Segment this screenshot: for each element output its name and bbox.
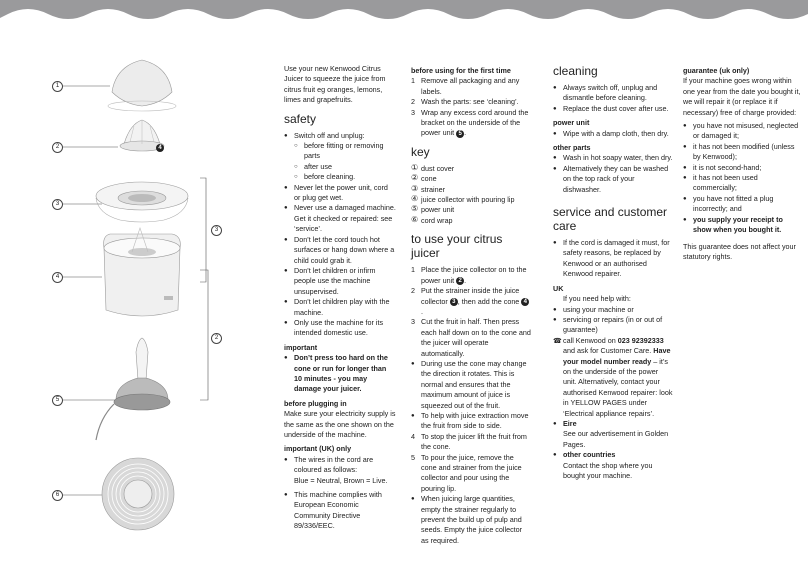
uk-item: ● using your machine or	[553, 305, 673, 315]
use-bullet: ● When juicing large quantities, empty the strainer regularly to prevent the build up of pulp and seeds. Empty the juice collector as required.	[411, 494, 531, 546]
callout-6: 6	[52, 490, 63, 501]
safety-item: ● Don’t let children play with the machine.	[284, 297, 396, 318]
key-item: ① dust cover	[411, 162, 455, 173]
guarantee-item: ● you have not misused, neglected or damaged it;	[683, 121, 801, 142]
callout-4: 4	[52, 272, 63, 283]
safety-subitem: ○ before cleaning.	[284, 172, 396, 182]
safety-item: ● Don’t let the cord touch hot surfaces or hang down where a child could grab it.	[284, 235, 396, 266]
part-2-icon: 2	[456, 277, 464, 285]
first-step: 2 Wash the parts: see ‘cleaning’.	[411, 97, 519, 107]
dust-cover-drawing	[108, 60, 176, 111]
safety-subitem: ○ before fitting or removing parts	[284, 141, 396, 162]
uk-heading: UK	[553, 283, 564, 293]
use-step: 1 Place the juice collector on to the power unit 2 .	[411, 265, 527, 285]
badge-4-icon: 4	[156, 144, 164, 152]
juice-collector-drawing	[104, 228, 181, 316]
cleaning-heading: cleaning	[553, 64, 598, 78]
guarantee-item: ● you have not fitted a plug incorrectly; and	[683, 194, 801, 215]
cord-wrap-drawing	[102, 458, 174, 530]
guarantee-item: ● it has not been modified (unless by Kenwood);	[683, 142, 801, 163]
guarantee-item: ● it has not been used commercially;	[683, 173, 801, 194]
part-5-icon: 5	[456, 130, 464, 138]
first-step: 1 Remove all packaging and any labels.	[411, 76, 520, 96]
safety-item: ● Switch off and unplug:	[284, 131, 396, 141]
callout-1: 1	[52, 81, 63, 92]
use-step: 5 To pour the juice, remove the cone and strainer from the juice collector and pour using the pouring lip.	[411, 452, 522, 493]
safety-heading: safety	[284, 111, 317, 126]
column-safety	[284, 64, 396, 535]
other-parts-item: ● Alternatively they can be washed on the top rack of your dishwasher.	[553, 164, 673, 195]
safety-item: ● Only use the machine for its intended domestic use.	[284, 318, 396, 339]
use-bullet: ● During use the cone may change the direction it rotates. This is normal and ensures that the maximum amount of juice is squeezed out of the fruit.	[411, 359, 531, 411]
power-unit-item: ● Wipe with a damp cloth, then dry.	[553, 129, 673, 139]
first-use-heading: before using for the first time	[411, 66, 511, 75]
callout-2: 2	[52, 142, 63, 153]
safety-subitem: ○ after use	[284, 162, 396, 172]
cleaning-item: ● Always switch off, unplug and dismantle before cleaning.	[553, 83, 673, 104]
other-parts-item: ● Wash in hot soapy water, then dry.	[553, 153, 673, 163]
call-item: ☎ call Kenwood on 023 92392333 and ask for Customer Care. Have your model number ready – it’s on the underside of the power unit. Alternatively, contact your authorised Kenwood repairer: look in YELLOW PAGES under ‘Electrical appliance repairs’.	[553, 335, 673, 418]
wires-item	[284, 455, 396, 486]
part-4-icon: 4	[521, 298, 529, 306]
bracket-callout-3: 3	[211, 225, 222, 236]
important-warning: ● Don’t press too hard on the cone or run for longer than 10 minutes - you may damage your juicer.	[284, 353, 396, 395]
column-cleaning-service	[553, 64, 673, 481]
first-step: 3 Wrap any excess cord around the bracket on the underside of the power unit 5 .	[411, 107, 529, 138]
use-step: 4 To stop the juicer lift the fruit from the cone.	[411, 431, 527, 452]
guarantee-receipt: ● you supply your receipt to show when you bought it.	[683, 215, 801, 236]
callout-3: 3	[52, 199, 63, 210]
plugging-text: Make sure your electricity supply is the same as the one shown on the underside of the machine.	[284, 409, 396, 439]
service-heading: service and customer care	[553, 205, 668, 234]
safety-item: ● Never let the power unit, cord or plug get wet.	[284, 183, 396, 204]
uk-item: ● servicing or repairs (in or out of guarantee)	[553, 315, 673, 336]
key-item: ③ strainer	[411, 183, 445, 194]
juicer-exploded-illustration	[0, 0, 280, 571]
plugging-heading: before plugging in	[284, 398, 347, 408]
service-item: ● If the cord is damaged it must, for safety reasons, be replaced by Kenwood or an authorised Kenwood repairer.	[553, 238, 673, 280]
important-heading: important	[284, 342, 318, 352]
statutory-rights: This guarantee does not affect your statutory rights.	[683, 241, 796, 261]
key-heading: key	[411, 144, 430, 159]
guarantee-heading: guarantee (uk only)	[683, 66, 750, 75]
key-item: ⑤ power unit	[411, 204, 455, 215]
safety-item: ● Don’t let children or infirm people use the machine unsupervised.	[284, 266, 396, 297]
phone-icon: ☎	[553, 335, 562, 345]
other-countries-item: ● other countries Contact the shop where you bought your machine.	[553, 450, 673, 481]
guarantee-text: If your machine goes wrong within one year from the date you bought it, we will repair it (or replace it if necessary) free of charge provided:	[683, 76, 801, 117]
safety-item: ● Never use a damaged machine. Get it checked or repaired: see ‘service’.	[284, 203, 396, 234]
column-usage	[411, 64, 531, 549]
use-step: 3 Cut the fruit in half. Then press each half down on to the cone and the juicer will operate automatically.	[411, 317, 531, 358]
column-guarantee	[683, 64, 801, 265]
guarantee-item: ● it is not second-hand;	[683, 163, 801, 173]
key-item: ② cone	[411, 173, 437, 184]
wires-text: The wires in the cord are coloured as follows:	[294, 454, 374, 475]
uk-help: If you need help with:	[563, 294, 631, 304]
part-3-icon: 3	[450, 298, 458, 306]
eire-item: ● Eire See our advertisement in Golden Pages.	[553, 419, 673, 450]
callout-5: 5	[52, 395, 63, 406]
strainer-drawing	[96, 182, 188, 222]
use-step: 2 Put the strainer inside the juice collector 3 , then add the cone 4.	[411, 286, 531, 317]
eec-item: ● This machine complies with European Economic Community Directive 89/336/EEC.	[284, 490, 396, 532]
wires-colours: Blue = Neutral, Brown = Live.	[294, 475, 388, 485]
use-bullet: ● To help with juice extraction move the fruit from side to side.	[411, 411, 531, 432]
use-heading: to use your citrus juicer	[411, 232, 503, 261]
other-parts-heading: other parts	[553, 143, 591, 153]
key-item: ④ juice collector with pouring lip	[411, 194, 515, 205]
power-unit-heading: power unit	[553, 118, 590, 128]
uk-only-heading: important (UK) only	[284, 444, 352, 454]
intro-text: Use your new Kenwood Citrus Juicer to squeeze the juice from citrus fruit eg oranges, lemons, limes and grapefruits.	[284, 64, 386, 105]
power-unit-drawing	[96, 338, 170, 440]
cleaning-item: ● Replace the dust cover after use.	[553, 104, 673, 114]
key-item: ⑥ cord wrap	[411, 214, 453, 225]
safety-list	[284, 131, 396, 339]
bracket-callout-2: 2	[211, 333, 222, 344]
